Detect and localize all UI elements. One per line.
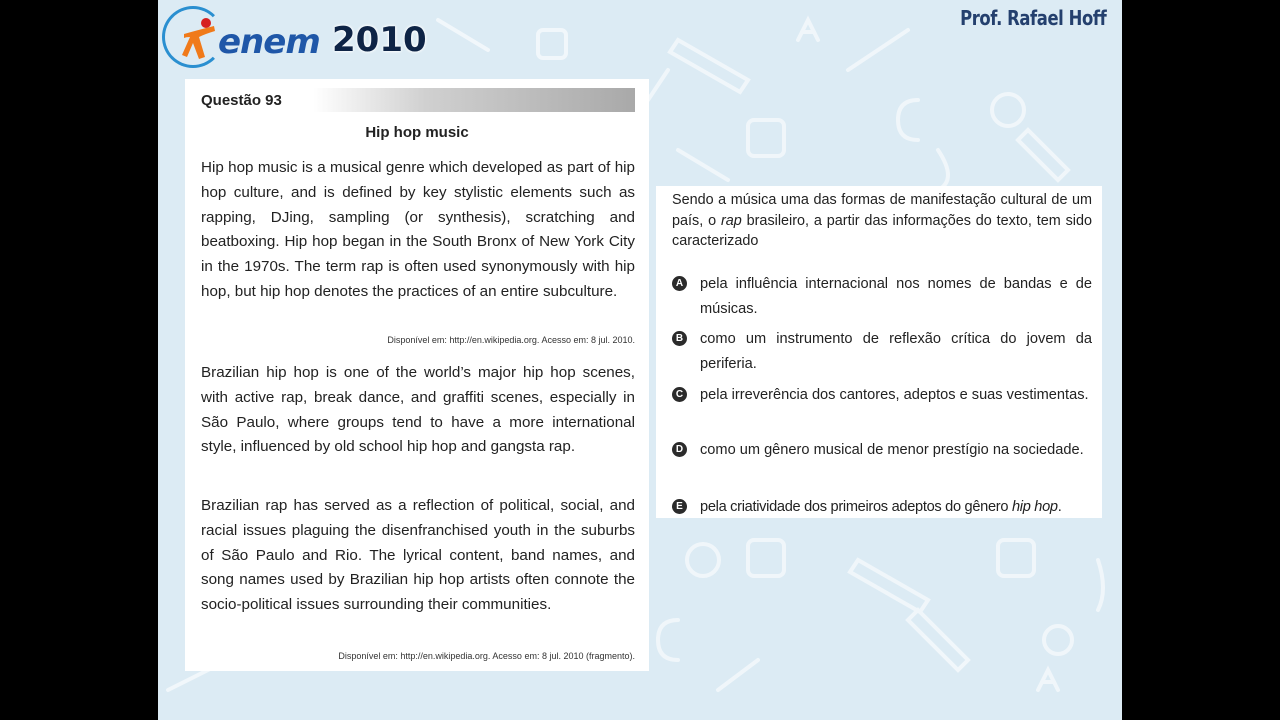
alternative-text: pela irreverência dos cantores, adeptos e suas vestimentas.: [700, 387, 1089, 403]
letter-doodle-icon: [798, 20, 818, 40]
alternative-letter-badge: E: [672, 499, 687, 514]
alternative-letter-badge: C: [672, 387, 687, 402]
logo-year: 2010: [332, 20, 427, 60]
question-header: [201, 88, 635, 114]
ruler-doodle-icon: [908, 610, 968, 670]
alternative-text: como um gênero musical de menor prestígio na sociedade.: [700, 442, 1084, 458]
ruler-doodle-icon: [1018, 130, 1068, 180]
stem-text-part-2: brasileiro, a partir das informações do texto, tem sido caracterizado: [672, 212, 1092, 249]
author-name: Prof. Rafael Hoff: [959, 6, 1106, 30]
alternative-italic-term: hip hop: [1011, 499, 1058, 515]
pencil-doodle-icon: [850, 560, 928, 612]
circle-doodle-icon: [1044, 626, 1072, 654]
box-doodle-icon: [748, 540, 784, 576]
alternative-text: [700, 495, 1092, 520]
paragraph-1: Hip hop music is a musical genre which developed as part of hip hop culture, and is defined by key stylistic elements such as rapping, DJing, sampling (or synthesis), scratching and beatboxing. Hip hop began in the South Bronx of New York City in the 1970s. The term rap is often used synonymously with hip hop, but hip hop denotes the practices of an entire subculture.: [201, 159, 635, 300]
header-gradient-bar: [313, 88, 635, 112]
box-doodle-icon: [998, 540, 1034, 576]
curve-doodle-icon: [1098, 560, 1103, 610]
text-title: Hip hop music: [365, 124, 469, 141]
pencil-doodle-icon: [438, 20, 488, 50]
alternative-letter-badge: A: [672, 276, 687, 291]
stem-text-part-1: Sendo a música uma das formas de manifestação cultural de um país, o: [672, 192, 1092, 229]
question-text-card: [185, 79, 649, 671]
alternative-text: pela influência internacional nos nomes de bandas e de músicas.: [700, 276, 1092, 317]
curve-doodle-icon: [938, 150, 948, 190]
letter-doodle-icon: [658, 620, 678, 660]
letter-doodle-icon: [898, 100, 918, 140]
alternative-text-main: pela criatividade dos primeiros adeptos do gênero: [700, 499, 1012, 515]
box-doodle-icon: [748, 120, 784, 156]
pencil-doodle-icon: [648, 70, 668, 100]
pencil-doodle-icon: [848, 30, 908, 70]
alternative-letter-badge: B: [672, 331, 687, 346]
logo-word: enem: [218, 22, 320, 62]
circle-doodle-icon: [687, 544, 719, 576]
pencil-doodle-icon: [718, 660, 758, 690]
alternative-letter-badge: D: [672, 442, 687, 457]
slide: [158, 0, 1122, 720]
question-number: Questão 93: [201, 92, 282, 109]
letter-doodle-icon: [1038, 670, 1058, 690]
paragraph-2: Brazilian hip hop is one of the world’s major hip hop scenes, with active rap, break dance, and graffiti scenes, especially in São Paulo, where groups tend to have a more international style, influenced by old school hip hop and gangsta rap.: [201, 364, 635, 456]
enem-logo: [162, 2, 432, 74]
source-citation-1: Disponível em: http://en.wikipedia.org. Acesso em: 8 jul. 2010.: [387, 335, 635, 345]
alternative-text-end: .: [1057, 499, 1062, 515]
pencil-doodle-icon: [678, 150, 728, 180]
logo-figure-icon: [180, 16, 220, 60]
source-citation-2: Disponível em: http://en.wikipedia.org. Acesso em: 8 jul. 2010 (fragmento).: [338, 651, 635, 661]
alternative-text: como um instrumento de reflexão crítica do jovem da periferia.: [700, 331, 1092, 372]
paragraph-3: Brazilian rap has served as a reflection of political, social, and racial issues plaguing the disenfranchised youth in the suburbs of São Paulo and Rio. The lyrical content, band names, and song names used by Brazilian hip hop artists often connote the socio-political issues surrounding their communities.: [201, 497, 635, 614]
pencil-doodle-icon: [670, 40, 748, 92]
circle-doodle-icon: [992, 94, 1024, 126]
box-doodle-icon: [538, 30, 566, 58]
answer-card: [656, 186, 1102, 518]
stem-italic-word: rap: [720, 212, 742, 229]
question-stem: [672, 190, 1092, 252]
